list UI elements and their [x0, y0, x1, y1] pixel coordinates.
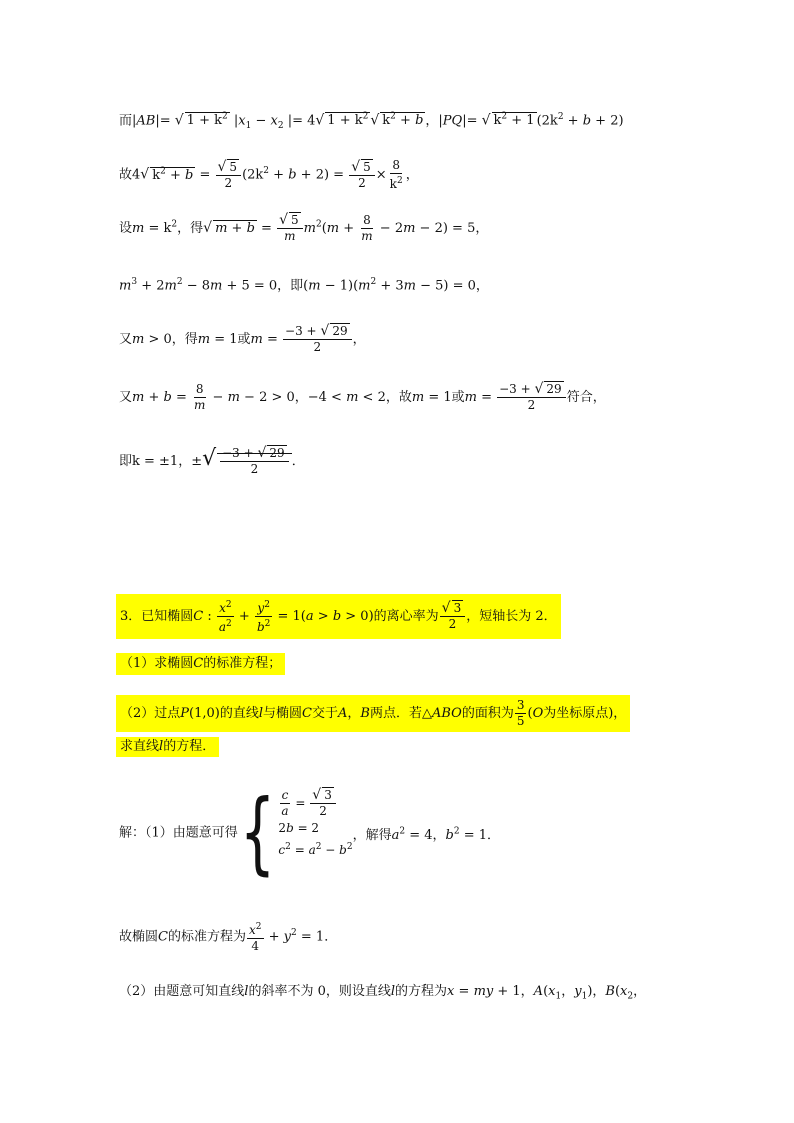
problem-stem: 3．已知椭圆C : $\frac{x^2}{a^2}$ + $\frac{y^2}{b^2}$ = 1(a > b > 0)的离心率为 $\frac{√ 3}{2}$ ，短轴长为 2．	[116, 594, 561, 639]
problem-part-2b: 求直线l的方程．	[116, 737, 219, 757]
solution-part-2: （2）由题意可知直线l的斜率不为 0，则设直线l的方程为x = my + 1，$A(x_1$，$y_1$)，$B(x_2$，	[119, 984, 647, 1002]
derivation-line-1: 而|AB|= √ $1 + k^2$ $|x_1 - x_2$ |= 4√ $1 + k^2$ √ $k^2 + b$ ，|PQ|= √ $k^2 + 1$ $(2k^2 + b + 2)$	[119, 112, 624, 131]
solution-standard-equation: 故椭圆C的标准方程为 $\frac{x^2}{4}$ + $y^2 = 1$．	[119, 922, 338, 953]
derivation-line-2: 故4√ $k^2 + b$ = $\frac{√ 5}{2}$ $(2k^2 + b + 2)$ = $\frac{√ 5}{2}$ × $\frac{8}{k^2}$ ，	[119, 158, 419, 191]
derivation-line-3: 设$m = k^2$，得√ m + b = $\frac{√ 5}{m}$ $m^2(m$ + $\frac{8}{m}$ − 2m − 2) = 5，	[119, 212, 489, 243]
derivation-line-5: 又m > 0，得m = 1或m = $\frac{-3 + √ 29}{2}$ ，	[119, 323, 366, 354]
derivation-line-7: 即k = ±1，±√ $\frac{-3 + √ 29}{2}$ ．	[119, 445, 305, 476]
derivation-line-6: 又m + b = $\frac{8}{m}$ − m − 2 > 0，−4 < m < 2，故m = 1或m = $\frac{-3 + √ 29}{2}$ 符合，	[119, 381, 606, 412]
problem-part-1: （1）求椭圆C的标准方程；	[116, 653, 285, 675]
derivation-line-4: $m^3 + 2m^2 - 8m + 5 = 0$，即$(m - 1)(m^2 + 3m - 5) = 0$，	[119, 277, 489, 294]
problem-part-2a: （2）过点P(1,0)的直线l与椭圆C交于A，B两点．若△ABO的面积为 $\frac{3}{5}$ (O为坐标原点)，	[116, 695, 630, 732]
solution-part-1: 解：（1）由题意可得{ $\frac{c}{a}$ = $\frac{√ 3}{2}$ 2b = 2 $c^2 = a^2 - b^2$ ，解得$a^2 = 4$，$b^2 = 1$．	[119, 780, 501, 885]
